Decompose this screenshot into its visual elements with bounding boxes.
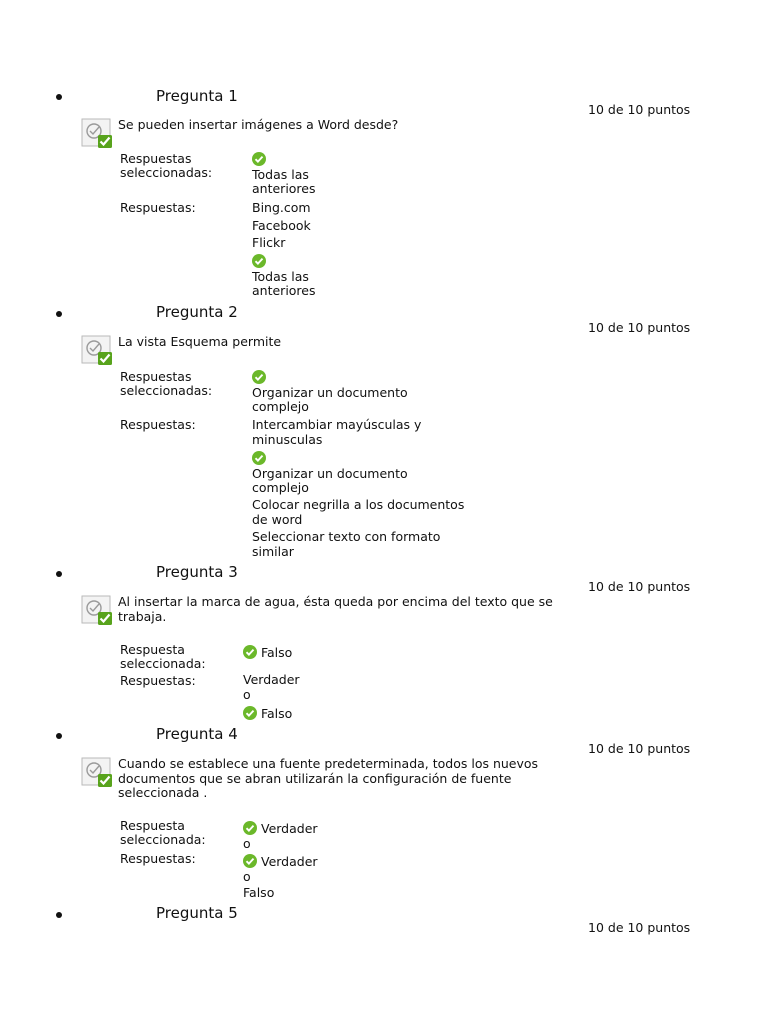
list-bullet: [56, 912, 62, 918]
answer-option-correct: [243, 854, 318, 884]
answer-option: Verdadero: [243, 672, 300, 702]
correct-check-icon: [252, 370, 266, 384]
question-score: 10 de 10 puntos: [588, 102, 691, 117]
selected-answer-label: Respuesta seleccionada:: [120, 818, 206, 847]
selected-answer: [252, 370, 432, 415]
correct-question-icon: [81, 756, 113, 788]
question-title: Pregunta 1: [156, 87, 238, 105]
correct-check-icon: [252, 254, 266, 268]
answer-text: Organizar un documento complejo: [252, 384, 408, 414]
correct-question-icon: [81, 594, 113, 626]
answer-option-correct: [243, 706, 323, 722]
question-title: Pregunta 4: [156, 725, 238, 743]
answer-option: Falso: [243, 885, 275, 900]
answers-label: Respuestas:: [120, 417, 196, 432]
answers-label: Respuestas:: [120, 673, 196, 688]
answer-option: Flickr: [252, 235, 286, 250]
selected-answer-label: Respuesta seleccionada:: [120, 642, 206, 671]
correct-question-icon: [81, 117, 113, 149]
correct-check-icon: [243, 854, 257, 868]
question-title: Pregunta 5: [156, 904, 238, 922]
answers-label: Respuestas:: [120, 200, 196, 215]
correct-check-icon: [252, 451, 266, 465]
selected-answer: [243, 821, 318, 851]
selected-answers-label: Respuestas seleccionadas:: [120, 151, 213, 180]
selected-answer: [243, 645, 323, 661]
selected-answer: [252, 152, 332, 197]
question-score: 10 de 10 puntos: [588, 920, 691, 935]
question-text: La vista Esquema permite: [118, 334, 282, 349]
question-text: Se pueden insertar imágenes a Word desde?: [118, 117, 399, 132]
question-score: 10 de 10 puntos: [588, 741, 691, 756]
answer-option: Colocar negrilla a los documentos de word: [252, 497, 465, 527]
answer-option: Seleccionar texto con formato similar: [252, 529, 441, 559]
correct-question-icon: [81, 334, 113, 366]
list-bullet: [56, 571, 62, 577]
answer-text: Organizar un documento complejo: [252, 465, 408, 495]
answer-option-correct: [252, 254, 332, 299]
answer-option-correct: [252, 451, 432, 496]
answer-text: Todas las anteriores: [252, 166, 316, 196]
question-score: 10 de 10 puntos: [588, 579, 691, 594]
answer-option: Bing.com: [252, 200, 311, 215]
answer-text: Verdadero: [243, 854, 318, 884]
list-bullet: [56, 733, 62, 739]
question-text: Cuando se establece una fuente predeterminada, todos los nuevos documentos que se abran utilizarán la configuración de fuente seleccionada .: [118, 756, 539, 800]
answer-option: Intercambiar mayúsculas y minusculas: [252, 417, 422, 447]
answer-text: Falso: [260, 706, 293, 721]
question-score: 10 de 10 puntos: [588, 320, 691, 335]
correct-check-icon: [243, 706, 257, 720]
correct-check-icon: [243, 645, 257, 659]
question-title: Pregunta 3: [156, 563, 238, 581]
answers-label: Respuestas:: [120, 851, 196, 866]
answer-text: Todas las anteriores: [252, 268, 316, 298]
list-bullet: [56, 311, 62, 317]
correct-check-icon: [252, 152, 266, 166]
answer-text: Verdadero: [243, 821, 318, 851]
question-text: Al insertar la marca de agua, ésta queda por encima del texto que se trabaja.: [118, 594, 553, 624]
question-title: Pregunta 2: [156, 303, 238, 321]
answer-option: Facebook: [252, 218, 311, 233]
answer-text: Falso: [260, 645, 293, 660]
list-bullet: [56, 94, 62, 100]
correct-check-icon: [243, 821, 257, 835]
selected-answers-label: Respuestas seleccionadas:: [120, 369, 213, 398]
